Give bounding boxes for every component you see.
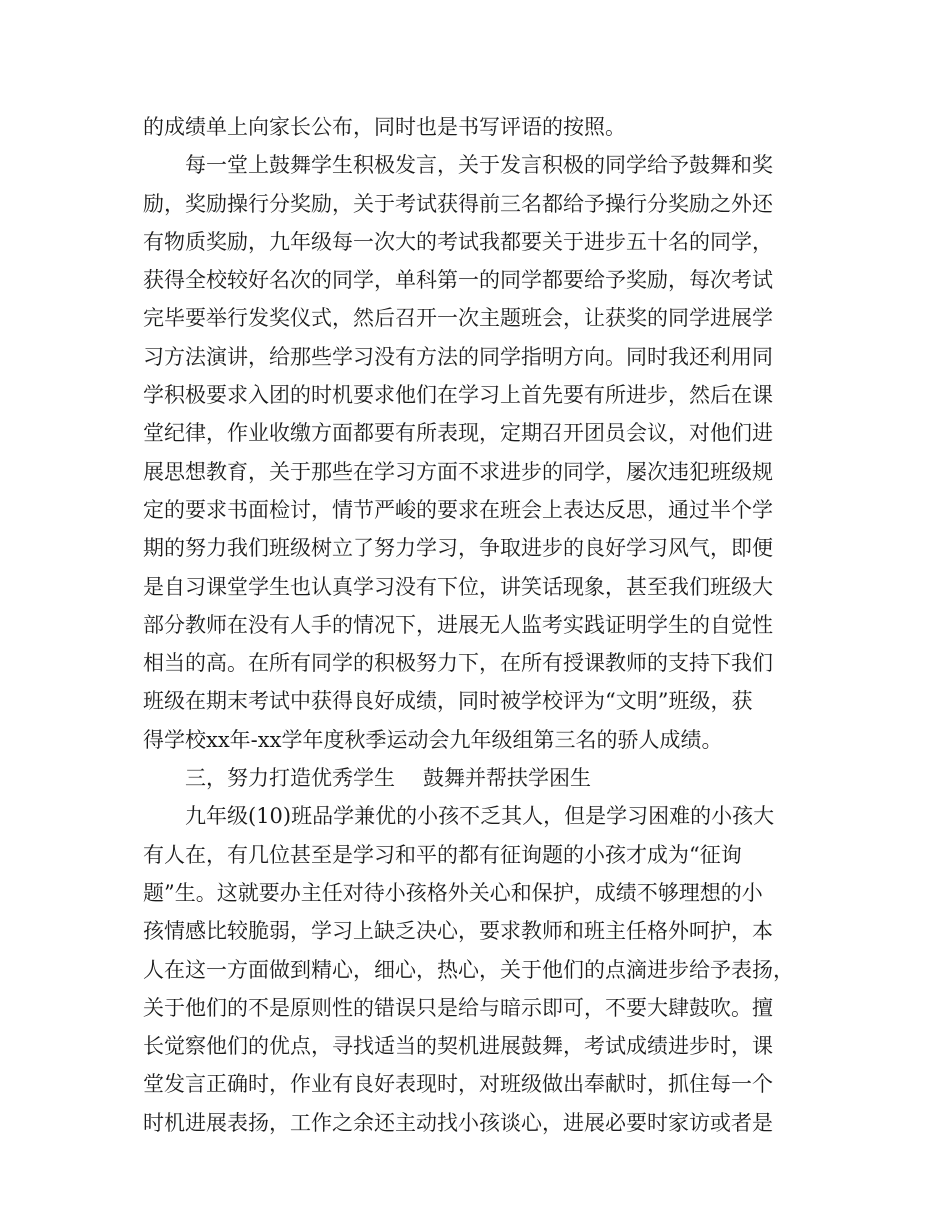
text-line: 学积极要求入团的时机要求他们在学习上首先要有所进步，然后在课 <box>143 383 773 408</box>
paragraph-1 <box>143 108 833 146</box>
text-line: 九年级(10)班品学兼优的小孩不乏其人，但是学习困难的小孩大 <box>143 804 775 829</box>
text-line: 得学校xx年-xx学年度秋季运动会九年级组第三名的骄人成绩。 <box>143 727 723 752</box>
section-heading <box>143 759 833 797</box>
text-line: 班级在期末考试中获得良好成绩，同时被学校评为“文明”班级，获 <box>143 689 753 714</box>
paragraph-2 <box>143 146 833 759</box>
text-line: 有物质奖励，九年级每一次大的考试我都要关于进步五十名的同学， <box>143 229 773 254</box>
text-line: 期的努力我们班级树立了努力学习，争取进步的良好学习风气，即便 <box>143 536 773 561</box>
text-line: 的成绩单上向家长公布，同时也是书写评语的按照。 <box>143 115 626 139</box>
text-line: 习方法演讲，给那些学习没有方法的同学指明方向。同时我还利用同 <box>143 344 773 369</box>
text-line: 孩情感比较脆弱，学习上缺乏决心，要求教师和班主任格外呵护，本 <box>143 919 773 944</box>
text-line: 完毕要举行发奖仪式，然后召开一次主题班会，让获奖的同学进展学 <box>143 306 773 331</box>
text-line: 有人在，有几位甚至是学习和平的都有征询题的小孩才成为“征询 <box>143 842 742 867</box>
text-line: 每一堂上鼓舞学生积极发言，关于发言积极的同学给予鼓舞和奖 <box>143 153 773 178</box>
text-line: 时机进展表扬，工作之余还主动找小孩谈心，进展必要时家访或者是 <box>143 1110 773 1135</box>
text-line: 人在这一方面做到精心，细心，热心，关于他们的点滴进步给予表扬， <box>143 957 794 982</box>
text-line: 相当的高。在所有同学的积极努力下，在所有授课教师的支持下我们 <box>143 651 773 676</box>
text-line: 展思想教育，关于那些在学习方面不求进步的同学，屡次违犯班级规 <box>143 459 773 484</box>
text-line: 堂发言正确时，作业有良好表现时，对班级做出奉献时，抓住每一个 <box>143 1072 773 1097</box>
text-line: 部分教师在没有人手的情况下，进展无人监考实践证明学生的自觉性 <box>143 612 773 637</box>
text-line: 励，奖励操行分奖励，关于考试获得前三名都给予操行分奖励之外还 <box>143 191 773 216</box>
text-line: 长觉察他们的优点，寻找适当的契机进展鼓舞，考试成绩进步时，课 <box>143 1034 773 1059</box>
paragraph-3 <box>143 797 833 1142</box>
text-line: 关于他们的不是原则性的错误只是给与暗示即可，不要大肆鼓吹。擅 <box>143 995 773 1020</box>
text-line: 定的要求书面检讨，情节严峻的要求在班会上表达反思，通过半个学 <box>143 497 773 522</box>
text-line: 堂纪律，作业收缴方面都要有所表现，定期召开团员会议，对他们进 <box>143 421 773 446</box>
text-line: 获得全校较好名次的同学，单科第一的同学都要给予奖励，每次考试 <box>143 268 773 293</box>
section-heading-part1: 三，努力打造优秀学生 <box>143 766 395 791</box>
section-heading-part2: 鼓舞并帮扶学困生 <box>423 766 591 791</box>
text-line: 题”生。这就要办主任对待小孩格外关心和保护，成绩不够理想的小 <box>143 880 763 905</box>
document-body <box>143 108 833 1142</box>
text-line: 是自习课堂学生也认真学习没有下位，讲笑话现象，甚至我们班级大 <box>143 574 773 599</box>
